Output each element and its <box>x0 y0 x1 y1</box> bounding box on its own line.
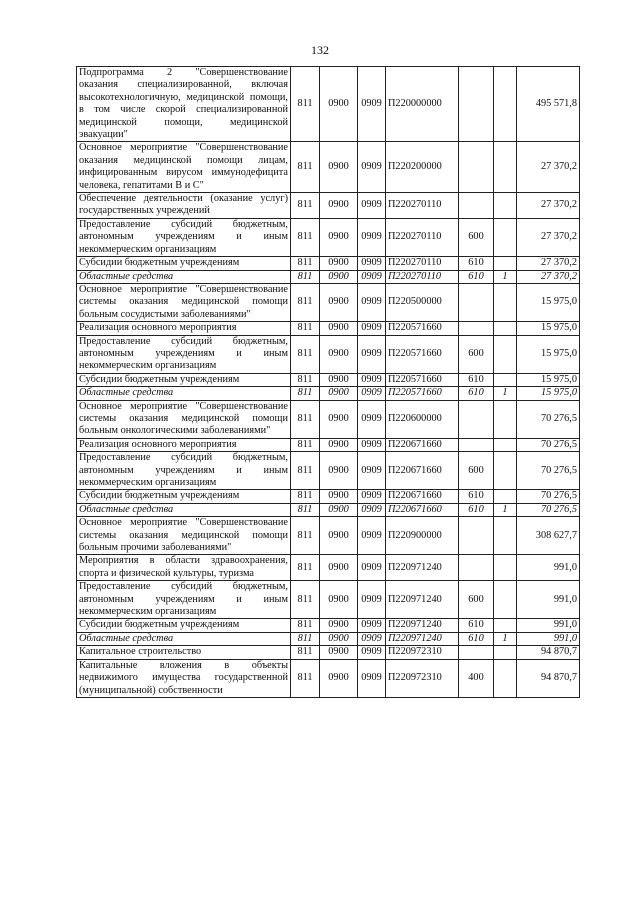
table-row <box>77 387 580 400</box>
row-expense-type-cell: 610 <box>459 490 494 503</box>
row-name-cell: Субсидии бюджетным учреждениям <box>77 257 291 270</box>
row-amount-cell: 27 370,2 <box>517 270 580 283</box>
table-row <box>77 257 580 270</box>
row-gr-code-cell: 811 <box>291 322 320 335</box>
row-name-cell: Областные средства <box>77 387 291 400</box>
row-name-cell: Предоставление субсидий бюджетным, автономным учреждениям и иным некоммерческим организациям <box>77 335 291 373</box>
table-row <box>77 283 580 321</box>
row-target-article-cell: П220971240 <box>386 632 459 645</box>
table-row <box>77 646 580 659</box>
row-gr-code-cell: 811 <box>291 283 320 321</box>
row-expense-type-cell <box>459 646 494 659</box>
row-subsection-code-cell: 0909 <box>358 270 386 283</box>
row-name-cell: Областные средства <box>77 270 291 283</box>
row-target-article-cell: П220571660 <box>386 335 459 373</box>
row-subsection-code-cell: 0909 <box>358 335 386 373</box>
table-row <box>77 67 580 142</box>
table-row <box>77 270 580 283</box>
row-funding-source-cell <box>494 257 517 270</box>
row-subsection-code-cell: 0909 <box>358 517 386 555</box>
row-subsection-code-cell: 0909 <box>358 142 386 193</box>
row-amount-cell: 991,0 <box>517 619 580 632</box>
row-section-code-cell: 0900 <box>320 270 358 283</box>
row-funding-source-cell <box>494 659 517 697</box>
row-expense-type-cell: 610 <box>459 619 494 632</box>
table-row <box>77 438 580 451</box>
row-name-cell: Областные средства <box>77 503 291 516</box>
row-funding-source-cell <box>494 438 517 451</box>
row-amount-cell: 70 276,5 <box>517 503 580 516</box>
row-target-article-cell: П220900000 <box>386 517 459 555</box>
row-subsection-code-cell: 0909 <box>358 581 386 619</box>
row-name-cell: Основное мероприятие "Совершенствование оказания медицинской помощи лицам, инфицированным вирусом иммунодефицита человека, гепатитами В и С" <box>77 142 291 193</box>
row-name-cell: Субсидии бюджетным учреждениям <box>77 490 291 503</box>
row-amount-cell: 70 276,5 <box>517 438 580 451</box>
table-row <box>77 322 580 335</box>
row-amount-cell: 27 370,2 <box>517 257 580 270</box>
row-expense-type-cell: 400 <box>459 659 494 697</box>
row-name-cell: Капитальные вложения в объекты недвижимого имущества государственной (муниципальной) собственности <box>77 659 291 697</box>
row-section-code-cell: 0900 <box>320 581 358 619</box>
row-target-article-cell: П220571660 <box>386 387 459 400</box>
table-row <box>77 400 580 438</box>
row-name-cell: Субсидии бюджетным учреждениям <box>77 619 291 632</box>
row-target-article-cell: П220571660 <box>386 373 459 386</box>
row-section-code-cell: 0900 <box>320 335 358 373</box>
row-gr-code-cell: 811 <box>291 555 320 581</box>
row-amount-cell: 991,0 <box>517 555 580 581</box>
row-section-code-cell: 0900 <box>320 387 358 400</box>
row-gr-code-cell: 811 <box>291 517 320 555</box>
row-expense-type-cell: 600 <box>459 335 494 373</box>
row-expense-type-cell <box>459 193 494 219</box>
row-funding-source-cell <box>494 490 517 503</box>
row-funding-source-cell <box>494 142 517 193</box>
table-row <box>77 517 580 555</box>
table-body <box>77 67 580 698</box>
row-subsection-code-cell: 0909 <box>358 67 386 142</box>
row-expense-type-cell: 610 <box>459 257 494 270</box>
table-row <box>77 218 580 256</box>
row-subsection-code-cell: 0909 <box>358 619 386 632</box>
row-subsection-code-cell: 0909 <box>358 193 386 219</box>
row-gr-code-cell: 811 <box>291 619 320 632</box>
table-row <box>77 142 580 193</box>
row-name-cell: Основное мероприятие "Совершенствование системы оказания медицинской помощи больным прочими заболеваниями" <box>77 517 291 555</box>
row-section-code-cell: 0900 <box>320 322 358 335</box>
row-gr-code-cell: 811 <box>291 452 320 490</box>
row-subsection-code-cell: 0909 <box>358 387 386 400</box>
budget-table <box>76 66 580 698</box>
row-gr-code-cell: 811 <box>291 257 320 270</box>
row-name-cell: Предоставление субсидий бюджетным, автономным учреждениям и иным некоммерческим организациям <box>77 218 291 256</box>
row-funding-source-cell: 1 <box>494 503 517 516</box>
row-gr-code-cell: 811 <box>291 438 320 451</box>
row-section-code-cell: 0900 <box>320 646 358 659</box>
row-subsection-code-cell: 0909 <box>358 438 386 451</box>
row-name-cell: Реализация основного мероприятия <box>77 438 291 451</box>
row-section-code-cell: 0900 <box>320 218 358 256</box>
row-target-article-cell: П220270110 <box>386 270 459 283</box>
row-section-code-cell: 0900 <box>320 142 358 193</box>
row-amount-cell: 991,0 <box>517 581 580 619</box>
row-amount-cell: 94 870,7 <box>517 659 580 697</box>
row-expense-type-cell <box>459 322 494 335</box>
row-name-cell: Капитальное строительство <box>77 646 291 659</box>
row-amount-cell: 27 370,2 <box>517 218 580 256</box>
row-amount-cell: 15 975,0 <box>517 335 580 373</box>
row-expense-type-cell <box>459 555 494 581</box>
row-funding-source-cell <box>494 373 517 386</box>
row-amount-cell: 27 370,2 <box>517 142 580 193</box>
row-funding-source-cell <box>494 218 517 256</box>
row-amount-cell: 15 975,0 <box>517 322 580 335</box>
row-subsection-code-cell: 0909 <box>358 555 386 581</box>
row-section-code-cell: 0900 <box>320 555 358 581</box>
row-expense-type-cell <box>459 517 494 555</box>
row-gr-code-cell: 811 <box>291 646 320 659</box>
row-gr-code-cell: 811 <box>291 193 320 219</box>
row-section-code-cell: 0900 <box>320 438 358 451</box>
row-gr-code-cell: 811 <box>291 142 320 193</box>
row-expense-type-cell: 610 <box>459 270 494 283</box>
row-subsection-code-cell: 0909 <box>358 218 386 256</box>
table-row <box>77 373 580 386</box>
row-amount-cell: 70 276,5 <box>517 400 580 438</box>
table-row <box>77 619 580 632</box>
row-target-article-cell: П220000000 <box>386 67 459 142</box>
table-row <box>77 490 580 503</box>
row-funding-source-cell: 1 <box>494 270 517 283</box>
row-funding-source-cell <box>494 581 517 619</box>
row-funding-source-cell <box>494 517 517 555</box>
row-target-article-cell: П220971240 <box>386 619 459 632</box>
row-section-code-cell: 0900 <box>320 400 358 438</box>
row-expense-type-cell <box>459 283 494 321</box>
row-expense-type-cell: 600 <box>459 452 494 490</box>
row-gr-code-cell: 811 <box>291 632 320 645</box>
table-row <box>77 452 580 490</box>
row-funding-source-cell <box>494 646 517 659</box>
row-funding-source-cell <box>494 193 517 219</box>
row-section-code-cell: 0900 <box>320 452 358 490</box>
row-expense-type-cell <box>459 142 494 193</box>
row-target-article-cell: П220571660 <box>386 322 459 335</box>
row-name-cell: Предоставление субсидий бюджетным, автономным учреждениям и иным некоммерческим организациям <box>77 452 291 490</box>
row-section-code-cell: 0900 <box>320 257 358 270</box>
row-gr-code-cell: 811 <box>291 659 320 697</box>
row-subsection-code-cell: 0909 <box>358 490 386 503</box>
row-section-code-cell: 0900 <box>320 517 358 555</box>
row-section-code-cell: 0900 <box>320 659 358 697</box>
row-amount-cell: 991,0 <box>517 632 580 645</box>
row-target-article-cell: П220270110 <box>386 193 459 219</box>
row-expense-type-cell: 610 <box>459 373 494 386</box>
row-amount-cell: 15 975,0 <box>517 387 580 400</box>
row-funding-source-cell <box>494 400 517 438</box>
row-gr-code-cell: 811 <box>291 373 320 386</box>
row-section-code-cell: 0900 <box>320 503 358 516</box>
row-name-cell: Предоставление субсидий бюджетным, автономным учреждениям и иным некоммерческим организациям <box>77 581 291 619</box>
row-subsection-code-cell: 0909 <box>358 322 386 335</box>
row-gr-code-cell: 811 <box>291 335 320 373</box>
row-gr-code-cell: 811 <box>291 400 320 438</box>
row-section-code-cell: 0900 <box>320 193 358 219</box>
table-row <box>77 632 580 645</box>
row-target-article-cell: П220671660 <box>386 438 459 451</box>
row-name-cell: Основное мероприятие "Совершенствование системы оказания медицинской помощи больным онкологическими заболеваниями" <box>77 400 291 438</box>
row-name-cell: Областные средства <box>77 632 291 645</box>
row-subsection-code-cell: 0909 <box>358 400 386 438</box>
table-row <box>77 555 580 581</box>
row-funding-source-cell: 1 <box>494 387 517 400</box>
table-row <box>77 193 580 219</box>
row-expense-type-cell: 610 <box>459 387 494 400</box>
row-target-article-cell: П220971240 <box>386 555 459 581</box>
row-name-cell: Реализация основного мероприятия <box>77 322 291 335</box>
row-funding-source-cell <box>494 452 517 490</box>
row-expense-type-cell: 600 <box>459 581 494 619</box>
row-target-article-cell: П220200000 <box>386 142 459 193</box>
row-subsection-code-cell: 0909 <box>358 646 386 659</box>
row-target-article-cell: П220270110 <box>386 257 459 270</box>
row-subsection-code-cell: 0909 <box>358 257 386 270</box>
row-section-code-cell: 0900 <box>320 373 358 386</box>
row-subsection-code-cell: 0909 <box>358 503 386 516</box>
row-funding-source-cell <box>494 322 517 335</box>
row-gr-code-cell: 811 <box>291 503 320 516</box>
row-subsection-code-cell: 0909 <box>358 659 386 697</box>
row-section-code-cell: 0900 <box>320 283 358 321</box>
table-row <box>77 659 580 697</box>
row-target-article-cell: П220671660 <box>386 452 459 490</box>
row-amount-cell: 308 627,7 <box>517 517 580 555</box>
row-expense-type-cell: 610 <box>459 632 494 645</box>
table-row <box>77 581 580 619</box>
row-target-article-cell: П220270110 <box>386 218 459 256</box>
row-expense-type-cell <box>459 438 494 451</box>
table-row <box>77 503 580 516</box>
row-expense-type-cell: 610 <box>459 503 494 516</box>
row-target-article-cell: П220971240 <box>386 581 459 619</box>
row-funding-source-cell: 1 <box>494 632 517 645</box>
row-amount-cell: 27 370,2 <box>517 193 580 219</box>
row-target-article-cell: П220972310 <box>386 659 459 697</box>
row-expense-type-cell: 600 <box>459 218 494 256</box>
row-target-article-cell: П220972310 <box>386 646 459 659</box>
row-gr-code-cell: 811 <box>291 581 320 619</box>
row-gr-code-cell: 811 <box>291 387 320 400</box>
row-funding-source-cell <box>494 555 517 581</box>
row-subsection-code-cell: 0909 <box>358 632 386 645</box>
row-section-code-cell: 0900 <box>320 632 358 645</box>
row-section-code-cell: 0900 <box>320 490 358 503</box>
row-expense-type-cell <box>459 67 494 142</box>
row-subsection-code-cell: 0909 <box>358 283 386 321</box>
row-target-article-cell: П220671660 <box>386 503 459 516</box>
row-name-cell: Основное мероприятие "Совершенствование системы оказания медицинской помощи больным сосудистыми заболеваниями" <box>77 283 291 321</box>
table-row <box>77 335 580 373</box>
row-expense-type-cell <box>459 400 494 438</box>
row-funding-source-cell <box>494 335 517 373</box>
row-amount-cell: 70 276,5 <box>517 452 580 490</box>
row-amount-cell: 15 975,0 <box>517 373 580 386</box>
row-amount-cell: 495 571,8 <box>517 67 580 142</box>
row-subsection-code-cell: 0909 <box>358 373 386 386</box>
row-amount-cell: 94 870,7 <box>517 646 580 659</box>
row-gr-code-cell: 811 <box>291 218 320 256</box>
row-target-article-cell: П220500000 <box>386 283 459 321</box>
row-name-cell: Субсидии бюджетным учреждениям <box>77 373 291 386</box>
row-target-article-cell: П220600000 <box>386 400 459 438</box>
row-funding-source-cell <box>494 283 517 321</box>
row-amount-cell: 15 975,0 <box>517 283 580 321</box>
page-number: 132 <box>311 43 329 57</box>
row-section-code-cell: 0900 <box>320 67 358 142</box>
row-name-cell: Мероприятия в области здравоохранения, спорта и физической культуры, туризма <box>77 555 291 581</box>
row-amount-cell: 70 276,5 <box>517 490 580 503</box>
row-funding-source-cell <box>494 619 517 632</box>
row-section-code-cell: 0900 <box>320 619 358 632</box>
row-gr-code-cell: 811 <box>291 67 320 142</box>
row-subsection-code-cell: 0909 <box>358 452 386 490</box>
row-gr-code-cell: 811 <box>291 490 320 503</box>
row-name-cell: Подпрограмма 2 "Совершенствование оказания специализированной, включая высокотехнологичную, медицинской помощи, в том числе скорой специализированной медицинской помощи, медицинской эвакуации" <box>77 67 291 142</box>
row-target-article-cell: П220671660 <box>386 490 459 503</box>
row-funding-source-cell <box>494 67 517 142</box>
row-gr-code-cell: 811 <box>291 270 320 283</box>
row-name-cell: Обеспечение деятельности (оказание услуг) государственных учреждений <box>77 193 291 219</box>
